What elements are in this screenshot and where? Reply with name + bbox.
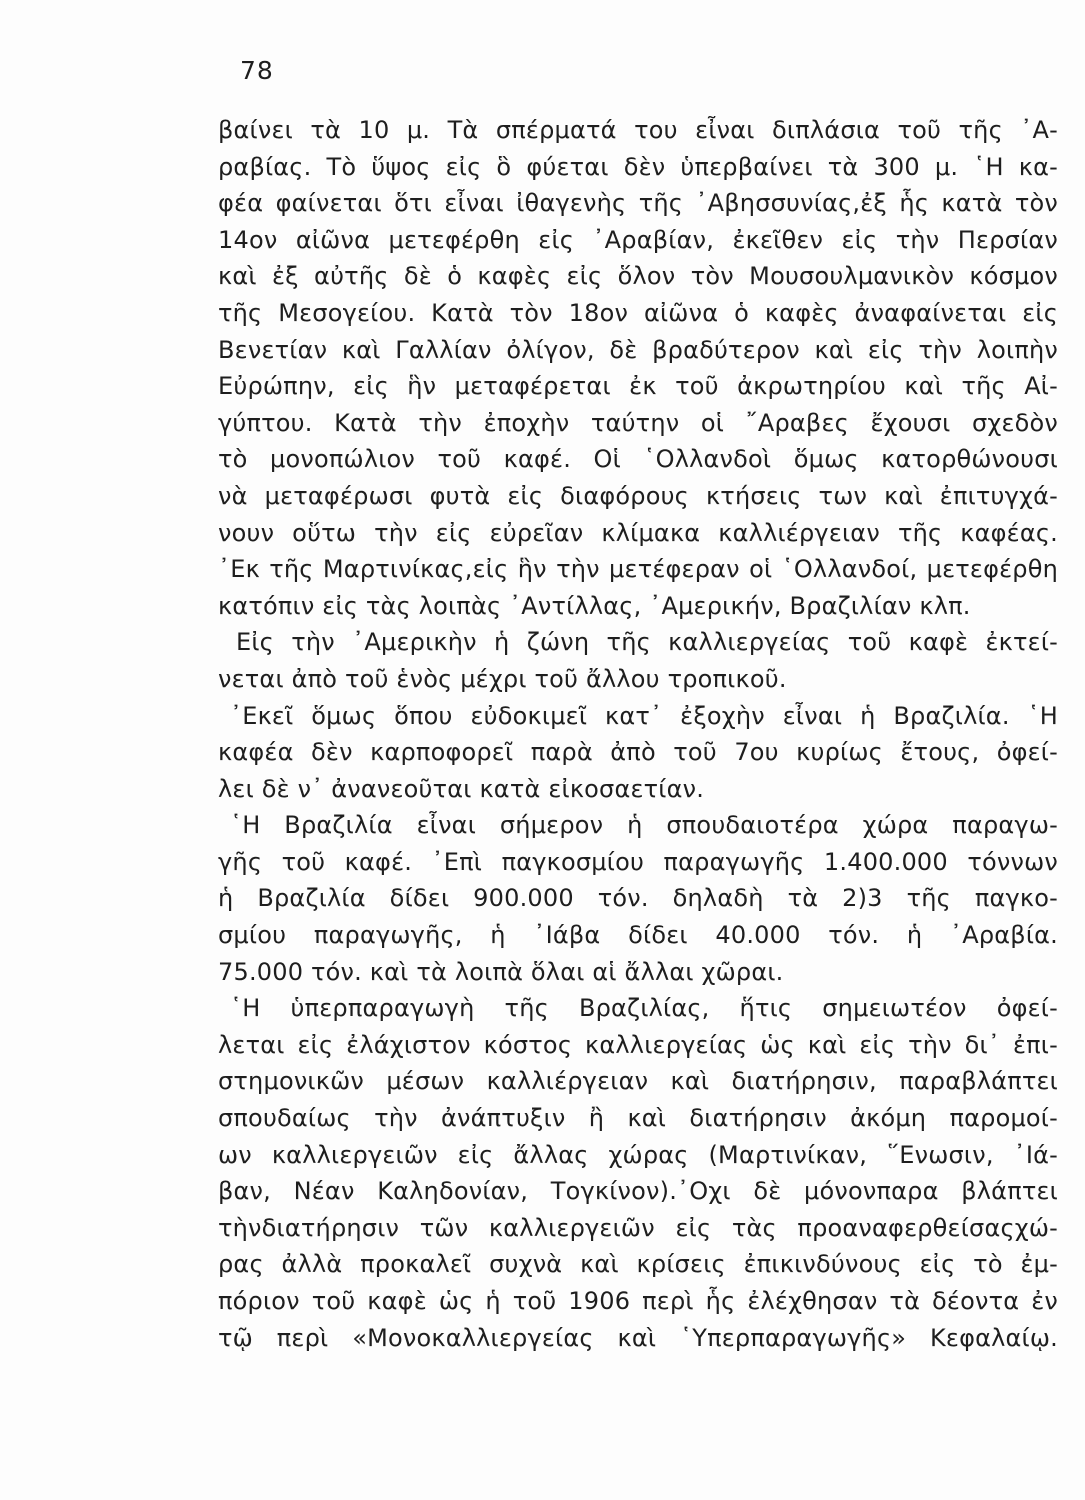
body-text — [218, 112, 1058, 1356]
text-line: νουν οὕτω τὴν εἰς εὐρεῖαν κλίμακα καλλιέργειαν τῆς καφέας. — [218, 518, 1058, 547]
text-line: ἡ Βραζιλία δίδει 900.000 τόν. δηλαδὴ τὰ 2)3 τῆς παγκο- — [218, 884, 1058, 913]
text-line: ραβίας. Τὸ ὕψος εἰς ὃ φύεται δὲν ὑπερβαίνει τὰ 300 μ. ῾Η κα- — [218, 152, 1058, 181]
text-line: νεται ἀπὸ τοῦ ἑνὸς μέχρι τοῦ ἄλλου τροπικοῦ. — [218, 664, 787, 693]
text-line: βαν, Νέαν Καληδονίαν, Τογκίνον).᾿Οχι δὲ μόνονπαρα βλάπτει — [218, 1177, 1058, 1206]
text-line: κατόπιν εἰς τὰς λοιπὰς ᾿Αντίλλας, ᾿Αμερικήν, Βραζιλίαν κλπ. — [218, 591, 971, 620]
text-line: γῆς τοῦ καφέ. ᾿Επὶ παγκοσμίου παραγωγῆς 1.400.000 τόννων — [218, 847, 1058, 876]
text-line: γύπτου. Κατὰ τὴν ἐποχὴν ταύτην οἱ ῎Αραβες ἔχουσι σχεδὸν — [218, 408, 1058, 437]
text-line: τῆς Μεσογείου. Κατὰ τὸν 18ον αἰῶνα ὁ καφὲς ἀναφαίνεται εἰς — [218, 298, 1058, 327]
text-line: τὸ μονοπώλιον τοῦ καφέ. Οἱ ῾Ολλανδοὶ ὅμως κατορθώνουσι — [218, 445, 1058, 474]
text-line: λει δὲ ν᾿ ἀνανεοῦται κατὰ εἰκοσαετίαν. — [218, 774, 705, 803]
text-line: ρας ἀλλὰ προκαλεῖ συχνὰ καὶ κρίσεις ἐπικινδύνους εἰς τὸ ἐμ- — [218, 1250, 1058, 1279]
text-line: τῷ περὶ «Μονοκαλλιεργείας καὶ ῾Υπερπαραγωγῆς» Κεφαλαίῳ. — [218, 1323, 1058, 1352]
text-line: νὰ μεταφέρωσι φυτὰ εἰς διαφόρους κτήσεις των καὶ ἐπιτυγχά- — [218, 481, 1058, 510]
text-line: 75.000 τόν. καὶ τὰ λοιπὰ ὅλαι αἱ ἄλλαι χῶραι. — [218, 957, 784, 986]
text-line: ῾Η Βραζιλία εἶναι σήμερον ἡ σπουδαιοτέρα χώρα παραγω- — [230, 811, 1058, 840]
text-line: ᾿Εκεῖ ὅμως ὅπου εὐδοκιμεῖ κατ᾿ ἐξοχὴν εἶναι ἡ Βραζιλία. ῾Η — [230, 701, 1058, 730]
text-line: Εὐρώπην, εἰς ἣν μεταφέρεται ἐκ τοῦ ἀκρωτηρίου καὶ τῆς Αἰ- — [218, 372, 1058, 401]
text-line: φέα φαίνεται ὅτι εἶναι ἰθαγενὴς τῆς ᾿Αβησσυνίας,ἐξ ἧς κατὰ τὸν — [218, 189, 1058, 218]
text-line: βαίνει τὰ 10 μ. Τὰ σπέρματά του εἶναι διπλάσια τοῦ τῆς ᾿Α- — [218, 116, 1058, 144]
text-line: Εἰς τὴν ᾿Αμερικὴν ἡ ζώνη τῆς καλλιεργείας τοῦ καφὲ ἐκτεί- — [236, 628, 1058, 657]
text-line: πόριον τοῦ καφὲ ὡς ἡ τοῦ 1906 περὶ ἧς ἐλέχθησαν τὰ δέοντα ἐν — [218, 1287, 1058, 1315]
page-number: 78 — [240, 56, 274, 85]
text-line: λεται εἰς ἐλάχιστον κόστος καλλιεργείας ὡς καὶ εἰς τὴν δι᾿ ἐπι- — [218, 1030, 1058, 1059]
text-line: ᾿Εκ τῆς Μαρτινίκας,εἰς ἣν τὴν μετέφεραν οἱ ῾Ολλανδοί, μετεφέρθη — [218, 555, 1058, 584]
text-line: ων καλλιεργειῶν εἰς ἄλλας χώρας (Μαρτινίκαν, ῞Ενωσιν, ᾿Ιά- — [218, 1140, 1058, 1169]
text-line: Βενετίαν καὶ Γαλλίαν ὀλίγον, δὲ βραδύτερον καὶ εἰς τὴν λοιπὴν — [218, 335, 1058, 364]
text-line: τὴνδιατήρησιν τῶν καλλιεργειῶν εἰς τὰς προαναφερθείσαςχώ- — [218, 1213, 1058, 1242]
text-line: ῾Η ὑπερπαραγωγὴ τῆς Βραζιλίας, ἥτις σημειωτέον ὀφεί- — [230, 994, 1058, 1023]
text-line: σμίου παραγωγῆς, ἡ ᾿Ιάβα δίδει 40.000 τόν. ἡ ᾿Αραβία. — [218, 921, 1058, 950]
text-line: σπουδαίως τὴν ἀνάπτυξιν ἢ καὶ διατήρησιν ἀκόμη παρομοί- — [218, 1104, 1058, 1133]
text-line: καφέα δὲν καρποφορεῖ παρὰ ἀπὸ τοῦ 7ου κυρίως ἔτους, ὀφεί- — [218, 738, 1058, 767]
text-line: καὶ ἐξ αὐτῆς δὲ ὁ καφὲς εἰς ὅλον τὸν Μουσουλμανικὸν κόσμον — [218, 262, 1058, 291]
text-line: στημονικῶν μέσων καλλιέργειαν καὶ διατήρησιν, παραβλάπτει — [218, 1067, 1058, 1096]
text-line: 14ον αἰῶνα μετεφέρθη εἰς ᾿Αραβίαν, ἐκεῖθεν εἰς τὴν Περσίαν — [218, 225, 1058, 254]
